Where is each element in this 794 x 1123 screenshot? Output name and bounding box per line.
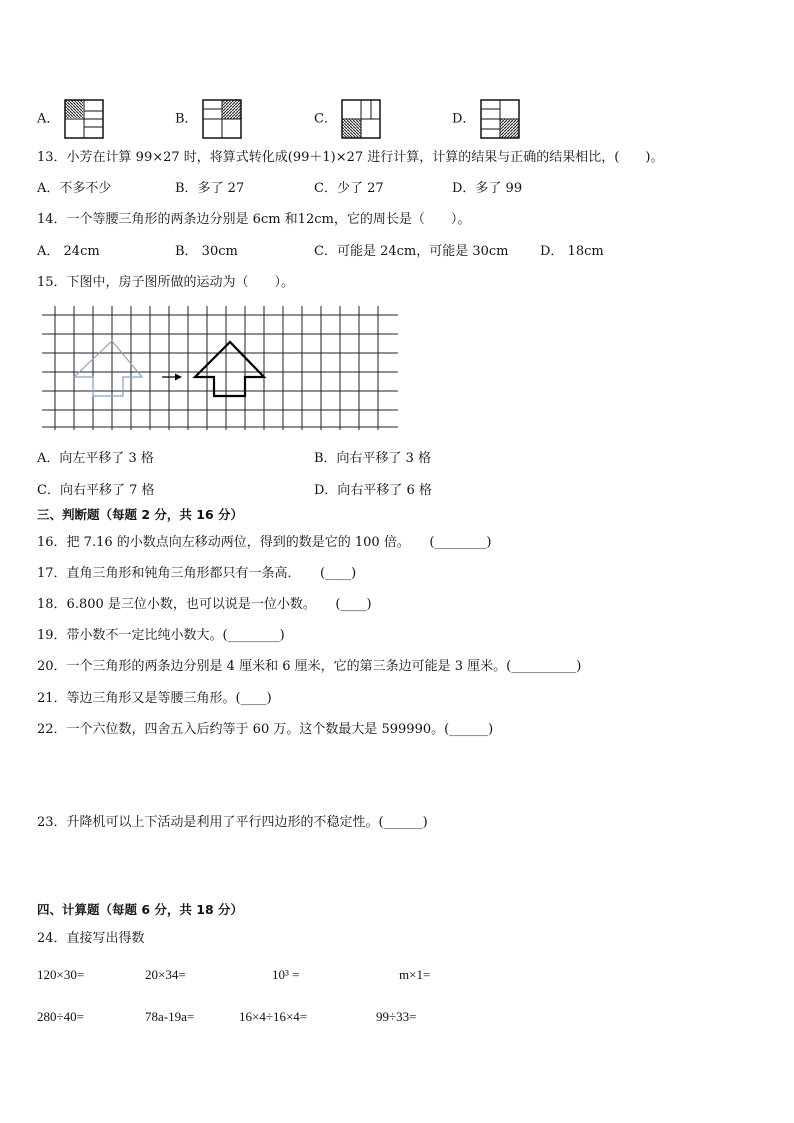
q14-option-b[interactable]: B． 30cm: [175, 244, 238, 259]
arrow-head: [175, 374, 182, 381]
q13-option-b[interactable]: B．多了 27: [175, 181, 245, 196]
q12-option-c-figure: [341, 99, 381, 139]
q15-translation-grid-figure: [42, 306, 398, 430]
q14-stem: 14．一个等腰三角形的两条边分别是 6cm 和12cm，它的周长是（ ）。: [37, 212, 471, 227]
q14-option-a[interactable]: A． 24cm: [37, 244, 100, 259]
calc-item[interactable]: 16×4÷16×4=: [239, 1009, 308, 1024]
q12-option-a[interactable]: [37, 99, 104, 139]
judge-q22[interactable]: 22．一个六位数，四舍五入后约等于 60 万。这个数最大是 599990。(______): [37, 722, 494, 737]
q12-option-c-label: C．: [314, 111, 337, 127]
q12-option-b[interactable]: [175, 99, 242, 139]
q12-option-d-figure: [480, 99, 520, 139]
q12-option-b-figure: [202, 99, 242, 139]
section-3-title: 三、判断题（每题 2 分，共 16 分）: [37, 507, 244, 522]
q15-option-b[interactable]: B．向右平移了 3 格: [314, 451, 432, 466]
translated-house-shape: [195, 342, 264, 396]
q13-option-c[interactable]: C．少了 27: [314, 181, 384, 196]
q15-option-c[interactable]: C．向右平移了 7 格: [37, 483, 155, 498]
original-house-shape: [74, 341, 142, 396]
calc-item[interactable]: 120×30=: [37, 967, 85, 982]
q13-option-a[interactable]: A．不多不少: [37, 181, 112, 196]
judge-q21[interactable]: 21．等边三角形又是等腰三角形。(____): [37, 691, 272, 706]
judge-q19[interactable]: 19．带小数不一定比纯小数大。(________): [37, 628, 285, 643]
calc-item[interactable]: 20×34=: [145, 967, 186, 982]
judge-q16[interactable]: 16．把 7.16 的小数点向左移动两位，得到的数是它的 100 倍。 (________): [37, 535, 492, 550]
calc-item[interactable]: 99÷33=: [376, 1009, 417, 1024]
q12-option-a-figure: [64, 99, 104, 139]
q13-option-d[interactable]: D．多了 99: [452, 181, 523, 196]
q14-option-d[interactable]: D． 18cm: [540, 244, 604, 259]
judge-q20[interactable]: 20．一个三角形的两条边分别是 4 厘米和 6 厘米，它的第三条边可能是 3 厘米。(__________): [37, 659, 582, 674]
q14-option-c[interactable]: C．可能是 24cm，可能是 30cm: [314, 244, 509, 259]
calc-item[interactable]: 10³ =: [272, 967, 300, 982]
calc-item[interactable]: m×1=: [399, 967, 431, 982]
q12-option-d-label: D．: [452, 111, 476, 127]
grid-lines: [42, 306, 398, 430]
q13-stem: 13．小芳在计算 99×27 时，将算式转化成(99＋1)×27 进行计算，计算的结果与正确的结果相比，( )。: [37, 150, 664, 165]
calc-item[interactable]: 78a-19a=: [145, 1009, 195, 1024]
q24-stem: 24．直接写出得数: [37, 931, 145, 946]
q15-option-d[interactable]: D．向右平移了 6 格: [314, 483, 432, 498]
q12-option-b-label: B．: [175, 111, 198, 127]
section-4-title: 四、计算题（每题 6 分，共 18 分）: [37, 902, 244, 917]
q12-option-a-label: A．: [37, 111, 60, 127]
judge-q17[interactable]: 17．直角三角形和钝角三角形都只有一条高． (____): [37, 566, 357, 581]
q15-stem: 15．下图中，房子图所做的运动为（ ）。: [37, 275, 295, 290]
q12-option-c[interactable]: [314, 99, 381, 139]
calc-item[interactable]: 280÷40=: [37, 1009, 84, 1024]
judge-q23[interactable]: 23．升降机可以上下活动是利用了平行四边形的不稳定性。(______): [37, 815, 428, 830]
q12-option-d[interactable]: [452, 99, 520, 139]
q15-option-a[interactable]: A．向左平移了 3 格: [37, 451, 154, 466]
judge-q18[interactable]: 18．6.800 是三位小数，也可以说是一位小数。 (____): [37, 597, 372, 612]
